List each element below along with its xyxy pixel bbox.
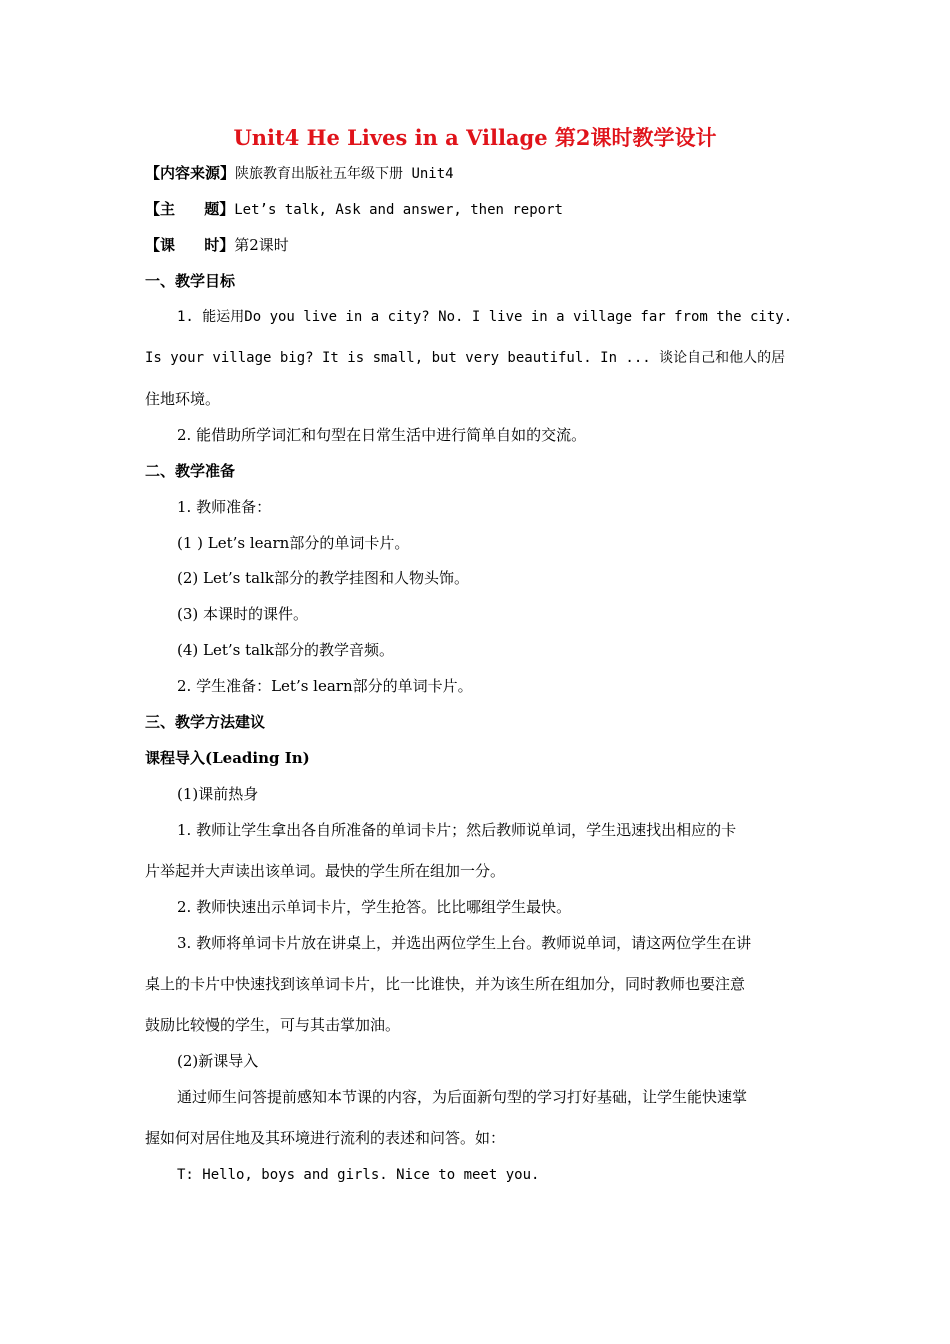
period-label: 【课 时】 bbox=[145, 236, 235, 254]
new-lesson-heading: (2)新课导入 bbox=[177, 1052, 259, 1070]
intro-line1: 通过师生问答提前感知本节课的内容，为后面新句型的学习打好基础，让学生能快速掌 bbox=[177, 1088, 748, 1106]
meta-source bbox=[145, 163, 454, 184]
source-label: 【内容来源】 bbox=[145, 164, 236, 182]
teacher-prep: 1. 教师准备： bbox=[177, 498, 272, 516]
meta-topic bbox=[145, 199, 563, 220]
objective-1-line3: 住地环境。 bbox=[145, 390, 221, 408]
document-title: Unit4 He Lives in a Village 第2课时教学设计 bbox=[233, 125, 717, 150]
section3-heading: 三、教学方法建议 bbox=[145, 713, 266, 731]
warmup-2: 2. 教师快速出示单词卡片，学生抢答。比比哪组学生最快。 bbox=[177, 898, 572, 916]
warmup-3-line3: 鼓励比较慢的学生，可与其击掌加油。 bbox=[145, 1016, 401, 1034]
student-prep: 2. 学生准备：Let’s learn部分的单词卡片。 bbox=[177, 677, 473, 695]
objective-2: 2. 能借助所学词汇和句型在日常生活中进行简单自如的交流。 bbox=[177, 426, 587, 444]
prep-item-2: (2) Let’s talk部分的教学挂图和人物头饰。 bbox=[177, 569, 469, 587]
dialog-teacher-1: T: Hello, boys and girls. Nice to meet you. bbox=[177, 1167, 540, 1183]
meta-period bbox=[145, 235, 289, 255]
warmup-3-line1: 3. 教师将单词卡片放在讲桌上，并选出两位学生上台。教师说单词，请这两位学生在讲 bbox=[177, 934, 752, 952]
topic-label: 【主 题】 bbox=[145, 200, 235, 218]
warmup-heading: (1)课前热身 bbox=[177, 785, 259, 803]
warmup-3-line2: 桌上的卡片中快速找到该单词卡片，比一比谁快，并为该生所在组加分，同时教师也要注意 bbox=[145, 975, 746, 993]
objective-1-line2: Is your village big? It is small, but very beautiful. In ... 谈论自己和他人的居 bbox=[145, 350, 786, 366]
intro-line2: 握如何对居住地及其环境进行流利的表述和问答。如： bbox=[145, 1129, 506, 1147]
prep-item-3: (3) 本课时的课件。 bbox=[177, 605, 309, 623]
section1-heading: 一、教学目标 bbox=[145, 272, 236, 290]
source-value: 陕旅教育出版社五年级下册 Unit4 bbox=[235, 166, 454, 182]
topic-value: Let’s talk, Ask and answer, then report bbox=[234, 202, 563, 218]
objective-1-line1: 1. 能运用Do you live in a city? No. I live in a village far from the city. bbox=[177, 309, 793, 325]
section2-heading: 二、教学准备 bbox=[145, 462, 236, 480]
prep-item-1: (1 ) Let’s learn部分的单词卡片。 bbox=[177, 534, 410, 552]
warmup-1-line2: 片举起并大声读出该单词。最快的学生所在组加一分。 bbox=[145, 862, 506, 880]
period-value: 第2课时 bbox=[234, 236, 289, 254]
warmup-1-line1: 1. 教师让学生拿出各自所准备的单词卡片；然后教师说单词，学生迅速找出相应的卡 bbox=[177, 821, 737, 839]
prep-item-4: (4) Let’s talk部分的教学音频。 bbox=[177, 641, 394, 659]
leading-in-heading: 课程导入(Leading In) bbox=[145, 749, 310, 767]
